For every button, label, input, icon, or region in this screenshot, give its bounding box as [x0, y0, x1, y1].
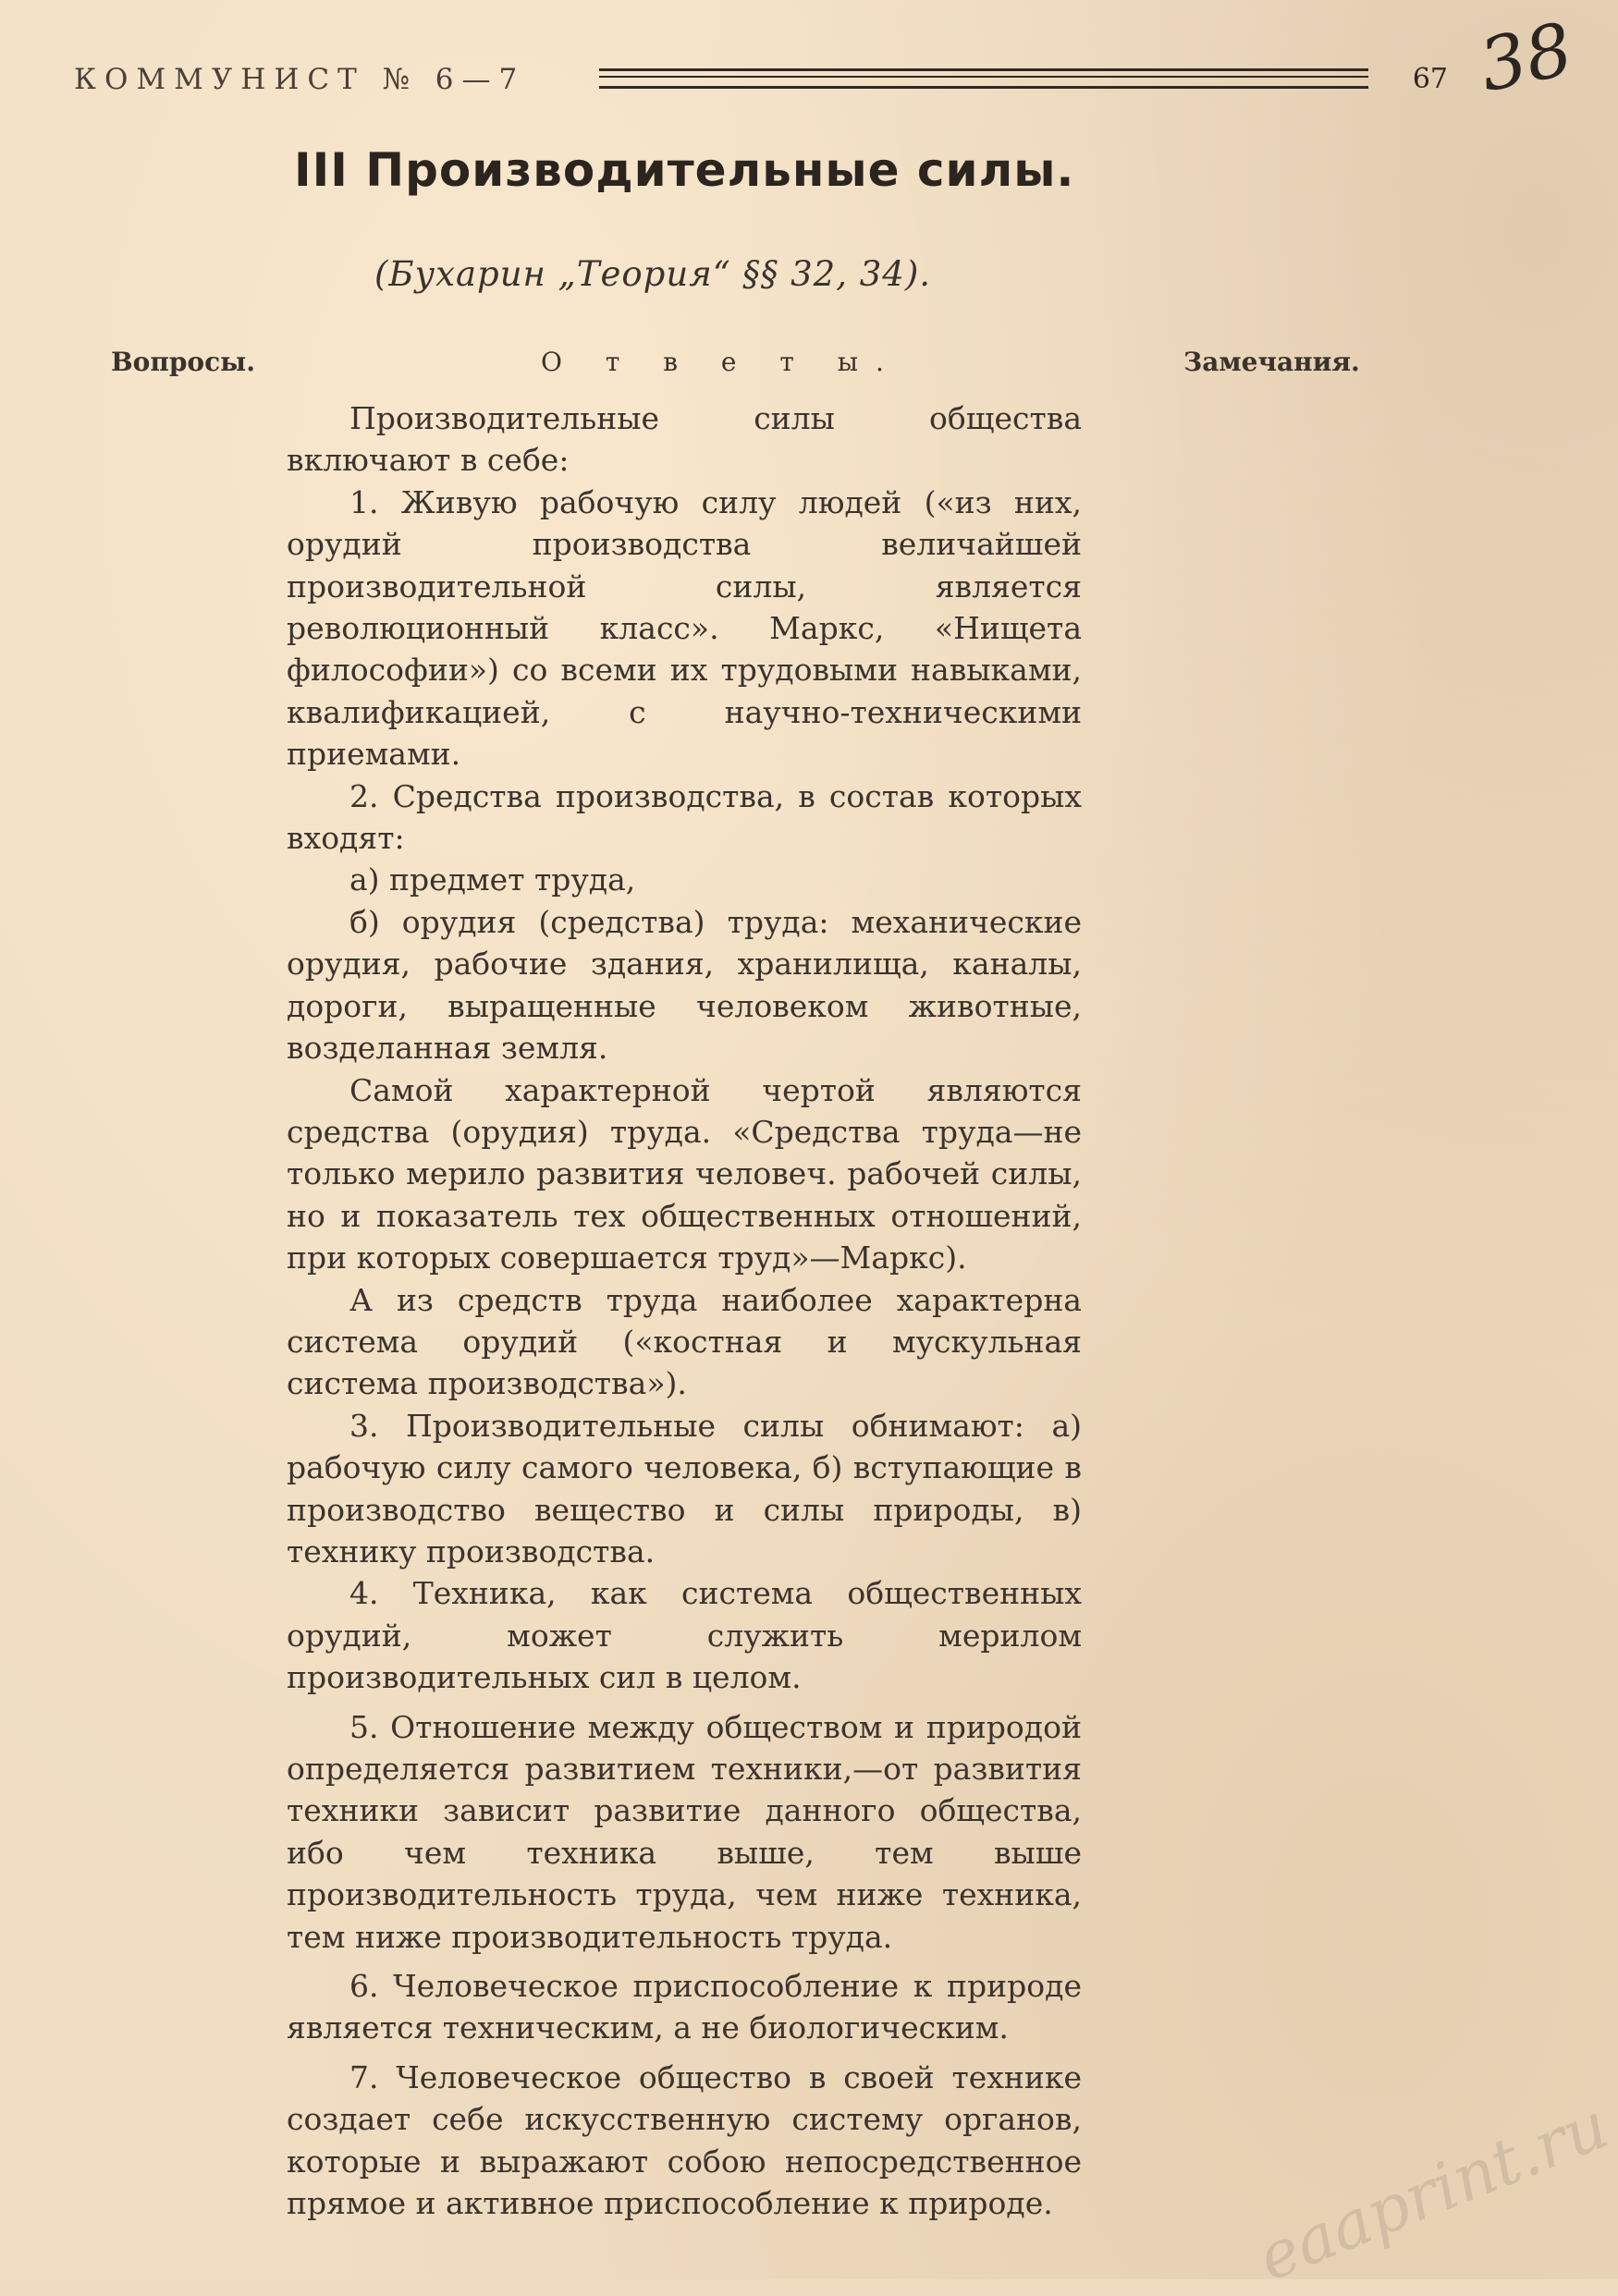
- page-number: 67: [1412, 63, 1448, 95]
- watermark-text: eaaprint.ru: [1247, 2087, 1618, 2296]
- answers-body: [287, 397, 1082, 2224]
- paragraph: 5. Отношение между обществом и природой определяется развитием техники,—от развития техники зависит развитие данного общества, ибо чем техника выше, тем выше производительность труда, чем ниже техника, тем ниже производительность труда.: [287, 1708, 1082, 1955]
- paragraph: 1. Живую рабочую силу людей («из них, орудий производства величайшей производительной силы, является революционный класс». Маркс, «Нищета философии») со всеми их трудовыми навыками, квалификацией, с научно-техническими приемами.: [287, 483, 1082, 773]
- paragraph: Производительные силы общества включают в себе:: [287, 400, 1082, 479]
- section-subtitle: (Бухарин „Теория“ §§ 32, 34).: [374, 254, 932, 294]
- paragraph: б) орудия (средства) труда: механические орудия, рабочие здания, хранилища, каналы, дороги, выращенные человеком животные, возделанная земля.: [287, 903, 1082, 1067]
- paragraph: Самой характерной чертой являются средства (орудия) труда. «Средства труда—не только мерило развития человеч. рабочей силы, но и показатель тех общественных отношений, при которых совершается труд»—Маркс).: [287, 1071, 1082, 1276]
- paragraph: а) предмет труда,: [349, 861, 636, 898]
- paragraph: А из средств труда наиболее характерна система орудий («костная и мускульная система производства»).: [287, 1281, 1082, 1402]
- column-header-answers: О т в е т ы.: [541, 347, 901, 377]
- paragraph: 2. Средства производства, в состав которых входят:: [287, 777, 1082, 857]
- column-header-questions: Вопросы.: [111, 347, 255, 377]
- paragraph: 6. Человеческое приспособление к природе является техническим, а не биологическим.: [287, 1968, 1082, 2046]
- paragraph: 4. Техника, как система общественных орудий, может служить мерилом производительных сил в целом.: [287, 1575, 1082, 1696]
- paragraph: 7. Человеческое общество в своей технике создает себе искусственную систему органов, которые и выражают собою непосредственное прямое и активное приспособление к природе.: [287, 2058, 1082, 2222]
- paragraph: 3. Производительные силы обнимают: а) рабочую силу самого человека, б) вступающие в производство вещество и силы природы, в) технику производства.: [287, 1407, 1082, 1569]
- column-header-remarks: Замечания.: [1183, 347, 1360, 377]
- handwritten-page-number: 38: [1472, 7, 1580, 109]
- journal-title: КОММУНИСТ № 6—7: [74, 63, 526, 96]
- section-title: III Производительные силы.: [294, 143, 1075, 197]
- page-header: [74, 57, 1448, 104]
- header-rule: [599, 68, 1368, 89]
